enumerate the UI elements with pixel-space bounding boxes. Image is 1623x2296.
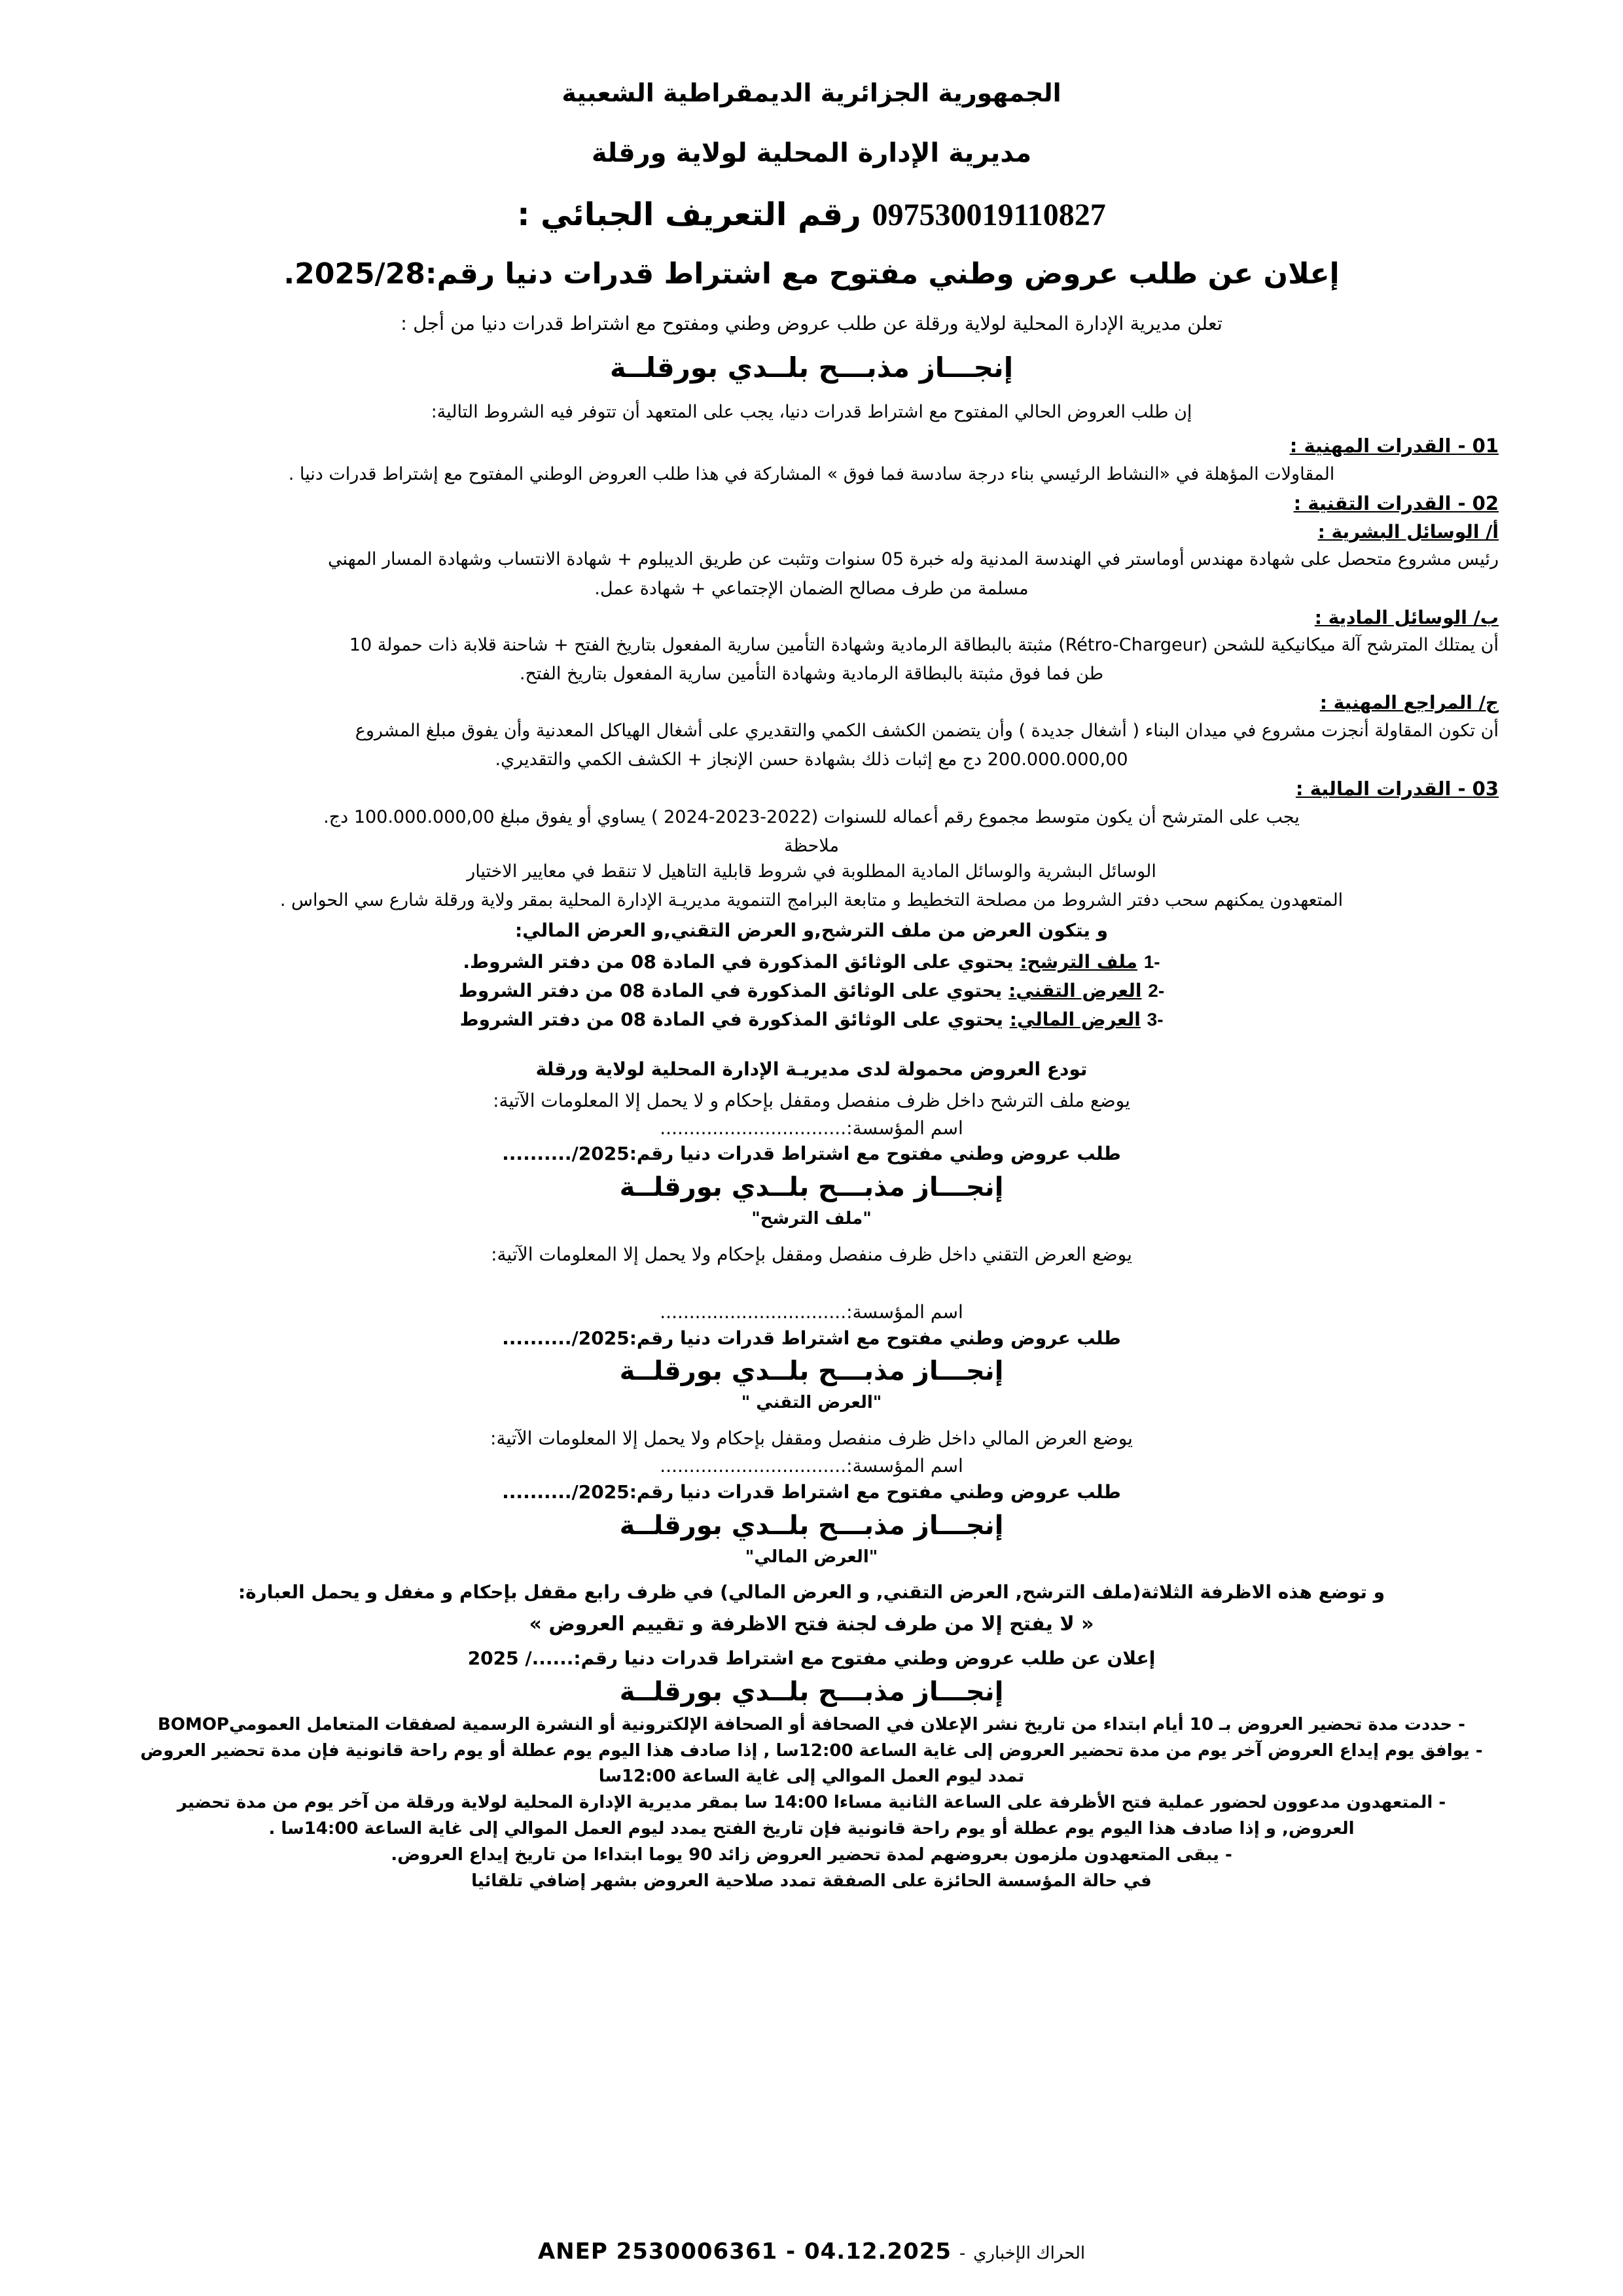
subsection-a-body-line1: رئيس مشروع متحصل على شهادة مهندس أوماستر في الهندسة المدنية وله خبرة 05 سنوات وتثبت عن طريق الديبلوم + شهادة الانتساب وشهادة المسار المهني: [327, 549, 1499, 570]
envelope-instruction: يوضع ملف الترشح داخل ظرف منفصل ومقفل بإحكام و لا يحمل إلا المعلومات الآتية:: [493, 1089, 1130, 1111]
envelope-quote: "ملف الترشح": [751, 1209, 872, 1229]
list-item-text: يحتوي على الوثائق المذكورة في المادة 08 من دفتر الشروط.: [463, 951, 1014, 973]
envelope-org-dots: ................................: [660, 1454, 847, 1477]
section-02-heading: 02 - القدرات التقنية :: [1293, 492, 1499, 515]
subsection-c-heading: ج/ المراجع المهنية :: [1319, 692, 1499, 714]
list-item: في حالة المؤسسة الحائزة على الصفقة تمدد صلاحية العروض بشهر إضافي تلقائيا: [471, 1871, 1152, 1892]
section-03-body-pre: يجب على المترشح أن يكون متوسط مجموع رقم أعماله للسنوات (2022-2023-2024 ) يساوي أو يفوق مبلغ: [500, 806, 1300, 827]
subsection-b-body-line1: أن يمتلك المترشح آلة ميكانيكية للشحن (Rétro-Chargeur) مثبتة بالبطاقة الرمادية وشهادة التأمين سارية المفعول بتاريخ الفتح + شاحنة قلابة ذات حمولة 10: [349, 635, 1499, 656]
subsection-a-body-line2: مسلمة من طرف مصالح الضمان الإجتماعي + شهادة عمل.: [594, 578, 1029, 599]
footer-source: الحراك الإخباري: [973, 2244, 1086, 2263]
fiscal-id-line: [124, 196, 1499, 234]
list-item: العروض, و إذا صادف هذا اليوم يوم عطلة أو يوم راحة قانونية فإن تاريخ الفتح يمدد ليوم العمل الموالي إلى غاية الساعة 14:00سا .: [268, 1819, 1355, 1839]
anep-footer: [0, 2238, 1623, 2265]
project-title: إنجـــاز مذبـــح بلــدي بورقلــة: [609, 351, 1014, 384]
deadline-bullets-list: [124, 1713, 1499, 1893]
envelope-ref-line: [124, 1141, 1499, 1166]
deposit-location-line: تودع العروض محمولة لدى مديريـة الإدارة المحلية لولاية ورقلة: [535, 1058, 1088, 1081]
outer-envelope-notice-ref: إعلان عن طلب عروض وطني مفتوح مع اشتراط قدرات دنيا رقم:....../ 2025: [467, 1647, 1156, 1669]
list-item: [124, 978, 1499, 1004]
fiscal-id-number: 097530019110827: [872, 197, 1106, 232]
list-item-text: يحتوي على الوثائق المذكورة في المادة 08 من دفتر الشروط: [459, 1008, 1003, 1030]
spacer: [124, 1040, 1499, 1057]
footer-dash: -: [959, 2244, 966, 2263]
note-label: ملاحظة: [784, 836, 839, 857]
subsection-b-heading: ب/ الوسائل المادية :: [1314, 606, 1499, 628]
envelope-org-line: [124, 1116, 1499, 1141]
envelope-ref-dots: ........../: [502, 1327, 579, 1349]
envelope-org-line: [124, 1454, 1499, 1479]
envelope-block-candidature: [124, 1088, 1499, 1230]
section-03-body: [124, 806, 1499, 829]
envelope-quote: "العرض المالي": [745, 1547, 878, 1567]
outer-envelope-phrase: « لا يفتح إلا من طرف لجنة فتح الاظرفة و تقييم العروض »: [529, 1612, 1094, 1636]
list-item-text: يحتوي على الوثائق المذكورة في المادة 08 من دفتر الشروط: [458, 979, 1003, 1001]
envelope-project-title: إنجـــاز مذبـــح بلــدي بورقلــة: [619, 1356, 1004, 1387]
spacer: [124, 1270, 1499, 1300]
envelope-org-dots: ................................: [660, 1300, 847, 1323]
note-body: الوسائل البشرية والوسائل المادية المطلوبة في شروط قابلية التاهيل لا تنقط في معايير الاختيار: [467, 861, 1156, 882]
list-item: - المتعهدون مدعوون لحضور عملية فتح الأظرفة على الساعة الثانية مساءا 14:00 سا بمقر مديرية الإدارة المحلية لولاية ورقلة من آخر يوم من مدة تحضير: [177, 1793, 1446, 1813]
envelope-ref-text: طلب عروض وطني مفتوح مع اشتراط قدرات دنيا رقم:: [629, 1480, 1121, 1503]
list-item-label: العرض المالي:: [1009, 1008, 1141, 1030]
envelope-ref-line: [124, 1480, 1499, 1505]
envelope-ref-year: 2025: [578, 1327, 630, 1349]
section-01-body: المقاولات المؤهلة في «النشاط الرئيسي بناء درجة سادسة فما فوق » المشاركة في هذا طلب العروض الوطني المفتوح مع إشتراط قدرات دنيا .: [288, 464, 1335, 485]
envelope-ref-text: طلب عروض وطني مفتوح مع اشتراط قدرات دنيا رقم:: [629, 1143, 1121, 1165]
envelope-ref-line: [124, 1326, 1499, 1351]
fiscal-id-label: رقم التعريف الجبائي :: [517, 196, 861, 233]
project-min-amount-rest: دج مع إثبات ذلك بشهادة حسن الإنجاز + الكشف الكمي والتقديري.: [495, 749, 982, 770]
outer-envelope-project-title: إنجـــاز مذبـــح بلــدي بورقلــة: [619, 1676, 1004, 1707]
withdraw-specifications-line: المتعهدون يمكنهم سحب دفتر الشروط من مصلحة التخطيط و متابعة البرامج التنموية مديريـة الإدارة المحلية بمقر ولاية ورقلة شارع سي الحواس .: [279, 890, 1344, 911]
outer-envelope-intro: و توضع هذه الاظرفة الثلاثة(ملف الترشح, العرض التقني, و العرض المالي) في ظرف رابع مقفل بإحكام و مغفل و يحمل العبارة:: [238, 1581, 1385, 1604]
subsection-b-body-line2: طن فما فوق مثبتة بالبطاقة الرمادية وشهادة التأمين سارية المفعول بتاريخ الفتح.: [519, 664, 1104, 685]
offer-composition-line: و يتكون العرض من ملف الترشح,و العرض التقني,و العرض المالي:: [514, 919, 1109, 941]
footer-anep-reference: ANEP 2530006361 - 04.12.2025: [537, 2238, 952, 2265]
envelope-org-label: اسم المؤسسة:: [846, 1300, 963, 1323]
list-item: - يبقى المتعهدون ملزمون بعروضهم لمدة تحضير العروض زائد 90 يوما ابتداءا من تاريخ إيداع العروض.: [391, 1845, 1232, 1865]
list-item: - يوافق يوم إيداع العروض آخر يوم من مدة تحضير العروض إلى غاية الساعة 12:00سا , إذا صادف هذا اليوم يوم عطلة أو يوم راحة قانونية فإن مدة تحضير العروض: [140, 1740, 1483, 1761]
envelope-ref-year: 2025: [578, 1480, 630, 1503]
envelope-quote: "العرض التقني ": [741, 1393, 882, 1413]
envelope-org-label: اسم المؤسسة:: [846, 1117, 963, 1139]
envelope-block-technical: [124, 1242, 1499, 1414]
envelope-project-title: إنجـــاز مذبـــح بلــدي بورقلــة: [619, 1172, 1004, 1203]
list-item: [124, 1007, 1499, 1033]
list-item-label: ملف الترشح:: [1020, 951, 1137, 973]
list-item-number: -2: [1148, 980, 1165, 1001]
list-item-number: -3: [1147, 1009, 1164, 1030]
envelope-instruction: يوضع العرض التقني داخل ظرف منفصل ومقفل بإحكام ولا يحمل إلا المعلومات الآتية:: [491, 1243, 1132, 1265]
directorate-heading: مديرية الإدارة المحلية لولاية ورقلة: [591, 137, 1032, 168]
list-item: - حددت مدة تحضير العروض بـ 10 أيام ابتداء من تاريخ نشر الإعلان في الصحافة أو الصحافة الإلكترونية أو النشرة الرسمية لصفقات المتعامل العموميBOMOP: [158, 1714, 1465, 1734]
section-03-body-post: دج.: [323, 806, 349, 827]
subsection-c-body-line1: أن تكون المقاولة أنجزت مشروع في ميدان البناء ( أشغال جديدة ) وأن يتضمن الكشف الكمي والتقديري على أشغال الهياكل المعدنية وأن يفوق مبلغ المشروع: [355, 720, 1499, 741]
envelope-block-financial: [124, 1426, 1499, 1568]
announcement-title: إعلان عن طلب عروض وطني مفتوح مع اشتراط قدرات دنيا رقم:2025/28.: [283, 257, 1340, 291]
offer-parts-list: [124, 949, 1499, 1032]
envelope-ref-text: طلب عروض وطني مفتوح مع اشتراط قدرات دنيا رقم:: [629, 1327, 1121, 1349]
envelope-ref-dots: ........../: [502, 1480, 579, 1503]
envelope-ref-dots: ........../: [502, 1143, 579, 1165]
subsection-a-heading: أ/ الوسائل البشرية :: [1317, 521, 1499, 543]
list-item: تمدد ليوم العمل الموالي إلى غاية الساعة 12:00سا: [598, 1767, 1025, 1787]
envelope-instruction: يوضع العرض المالي داخل ظرف منفصل ومقفل بإحكام ولا يحمل إلا المعلومات الآتية:: [490, 1427, 1133, 1450]
list-item: [124, 949, 1499, 975]
republic-heading: الجمهورية الجزائرية الديمقراطية الشعبية: [562, 79, 1061, 107]
envelope-org-label: اسم المؤسسة:: [846, 1454, 963, 1477]
envelope-project-title: إنجـــاز مذبـــح بلــدي بورقلــة: [619, 1510, 1004, 1541]
turnover-min-amount: 100.000.000,00: [353, 806, 495, 827]
list-item-number: -1: [1143, 952, 1160, 973]
envelope-org-line: [124, 1300, 1499, 1325]
lead-conditions-line: إن طلب العروض الحالي المفتوح مع اشتراط قدرات دنيا، يجب على المتعهد أن تتوفر فيه الشروط التالية:: [431, 402, 1192, 423]
project-min-amount: 200.000.000,00: [987, 749, 1128, 770]
section-01-heading: 01 - القدرات المهنية :: [1289, 435, 1499, 457]
envelope-org-dots: ................................: [660, 1117, 847, 1139]
subsection-c-body-line2: [124, 748, 1499, 772]
section-03-heading: 03 - القدرات المالية :: [1295, 778, 1499, 800]
intro-paragraph: تعلن مديرية الإدارة المحلية لولاية ورقلة عن طلب عروض وطني ومفتوح مع اشتراط قدرات دنيا من أجل :: [401, 312, 1222, 335]
envelope-ref-year: 2025: [578, 1143, 630, 1165]
list-item-label: العرض التقني:: [1008, 979, 1142, 1001]
